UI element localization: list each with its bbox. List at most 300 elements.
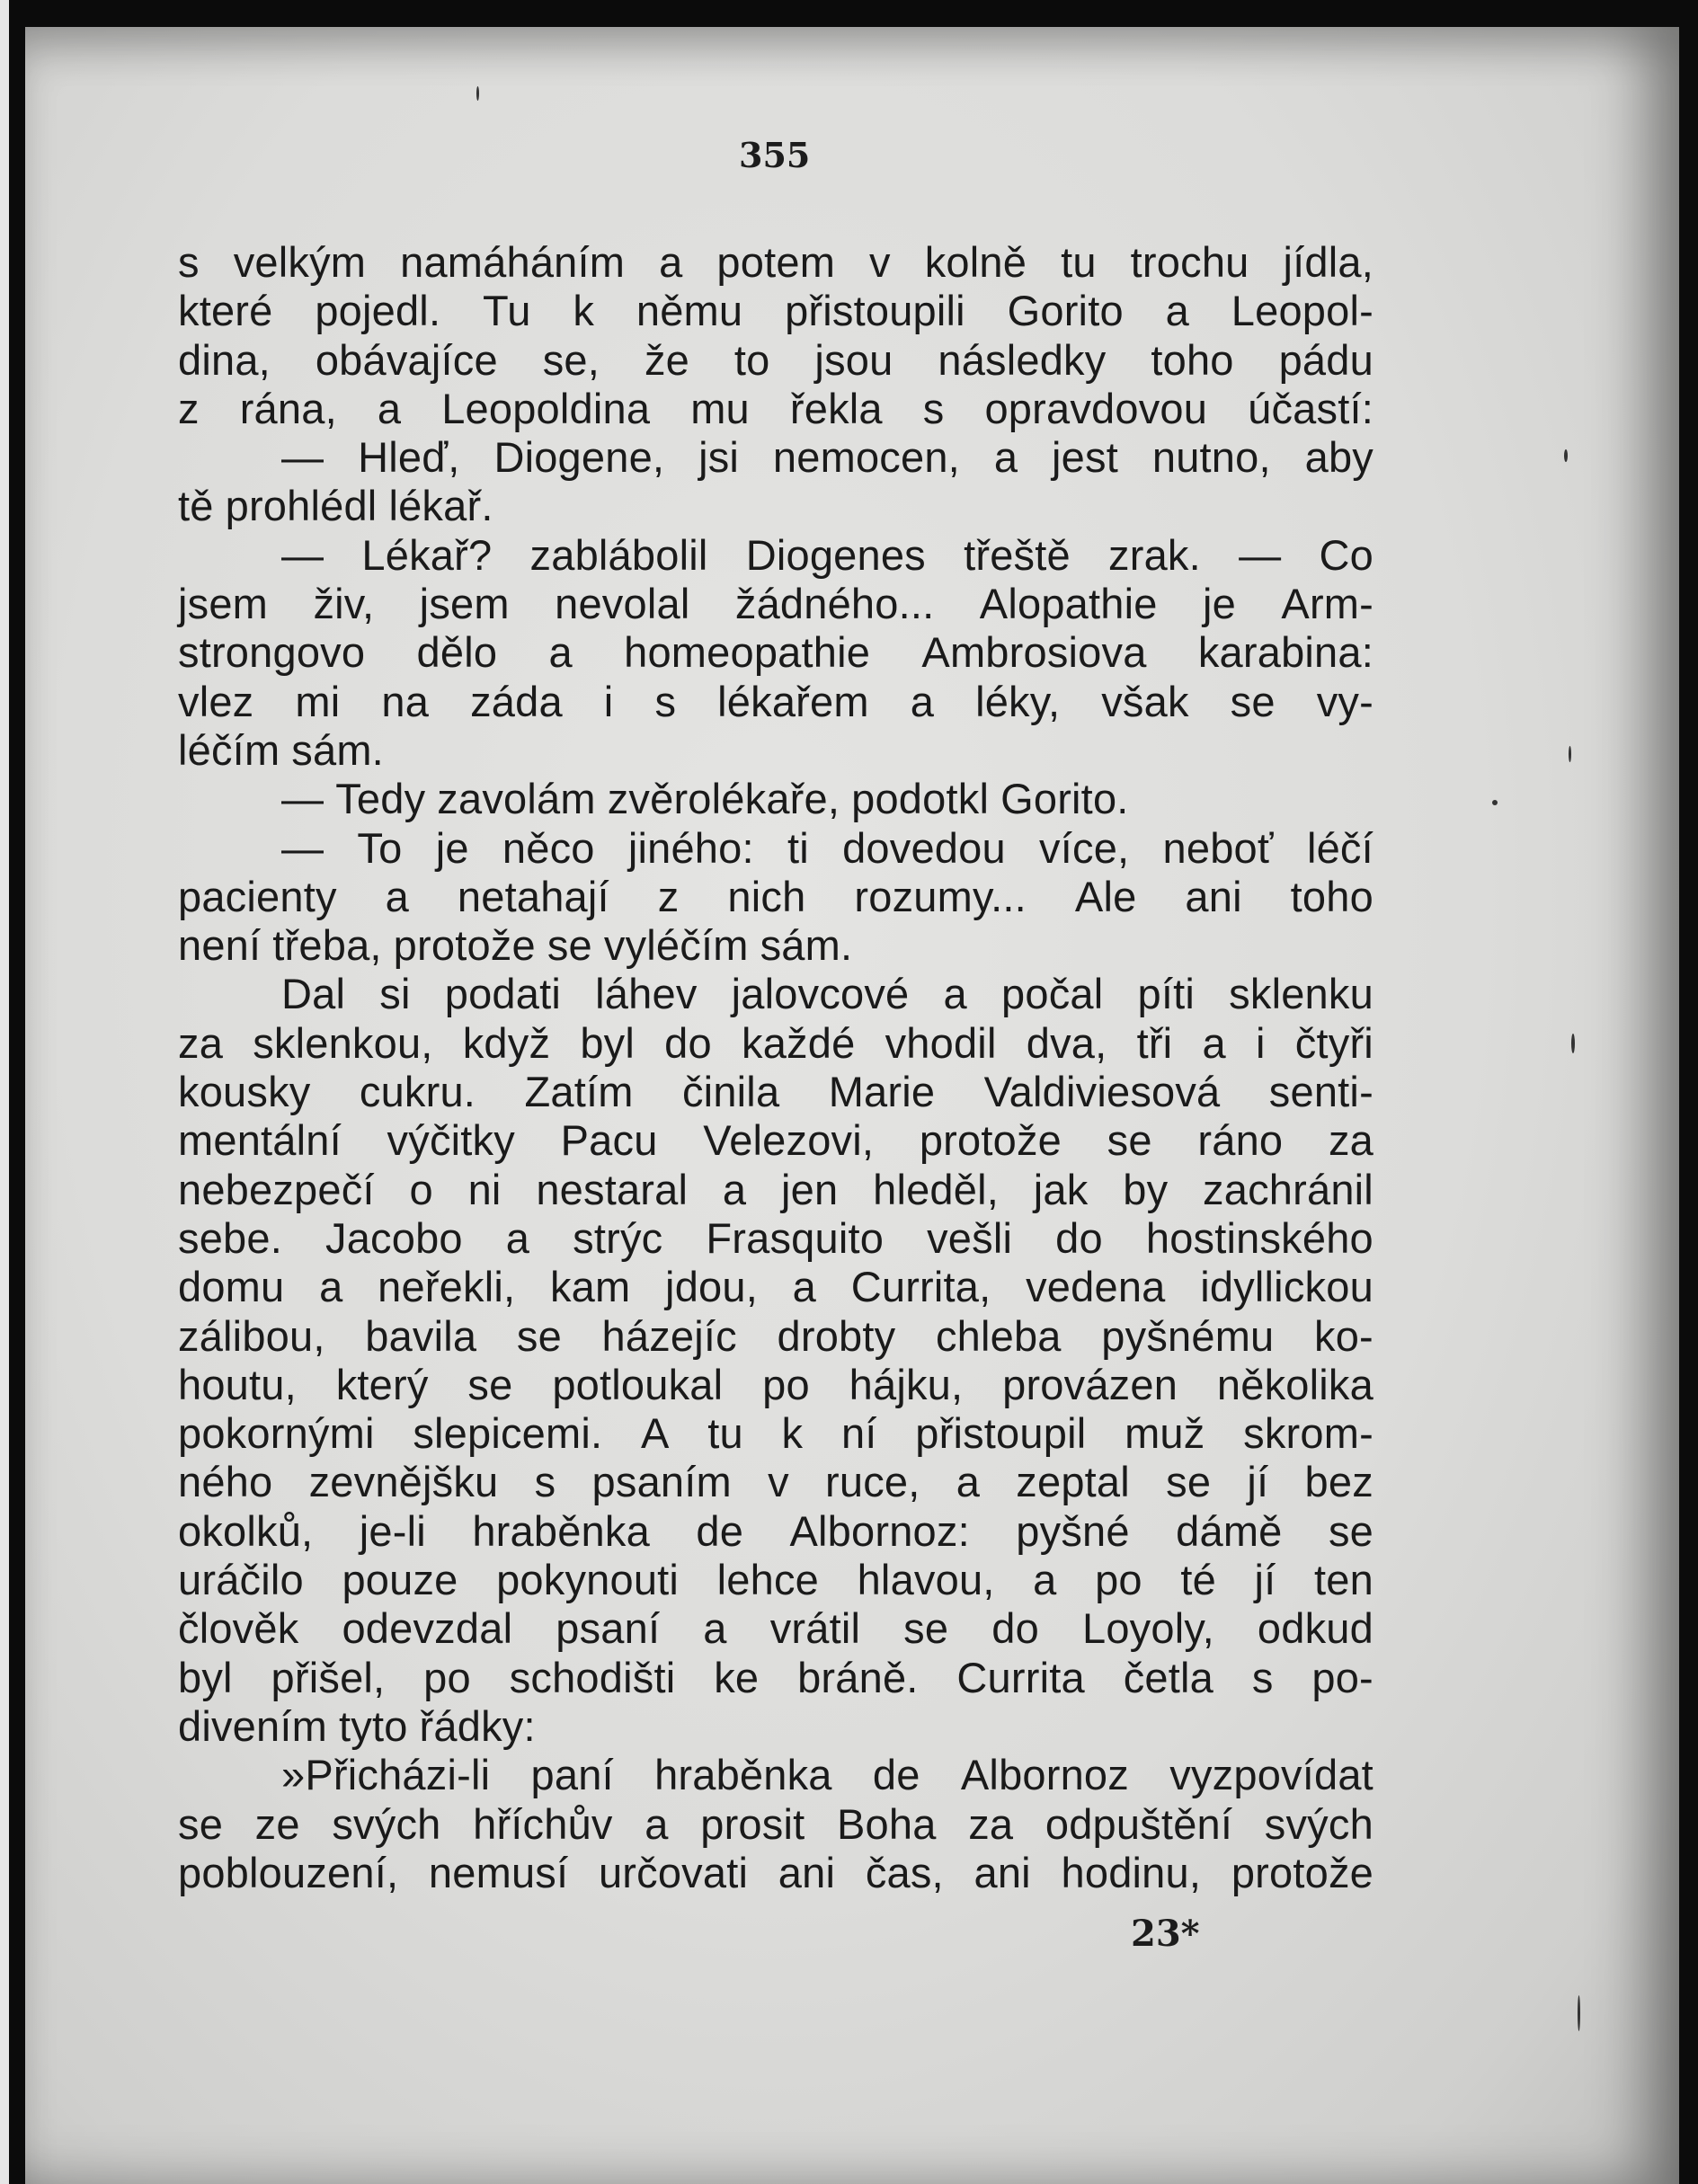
word: a [910, 677, 935, 725]
word: přistoupil [915, 1409, 1087, 1458]
word: to [733, 335, 770, 384]
word: a [505, 1213, 530, 1262]
word: a [377, 384, 402, 432]
text-line [178, 1361, 1374, 1409]
word: ze [254, 1799, 300, 1848]
word: Tedy [335, 775, 426, 823]
word: podotkl [851, 775, 990, 823]
word: svých [332, 1799, 441, 1848]
word: určovati [598, 1848, 749, 1896]
word: se [1107, 1116, 1152, 1165]
word: ni [467, 1165, 502, 1213]
text-line [178, 238, 1374, 287]
text-line [178, 531, 1374, 580]
word: které [178, 287, 273, 335]
word: řekla [789, 384, 883, 432]
word: k [573, 287, 595, 335]
scan-speck [1569, 746, 1571, 762]
word: karabina: [1197, 628, 1374, 677]
word: pouze [342, 1556, 458, 1604]
word: Lékař? [361, 530, 493, 579]
word: ani [778, 1848, 836, 1896]
word: z [178, 384, 200, 432]
text-line [178, 1019, 1374, 1068]
word: kolně [924, 238, 1027, 286]
word: na [381, 677, 430, 725]
word: jsi [698, 433, 740, 482]
word: strongovo [178, 628, 366, 677]
word: mi [295, 677, 341, 725]
word: po- [1311, 1653, 1374, 1701]
word: účastí: [1248, 384, 1374, 432]
word: Currita, [850, 1263, 991, 1311]
word: zablábolil [529, 530, 708, 579]
word: kousky [178, 1068, 311, 1116]
word: po [762, 1360, 810, 1408]
word: ko- [1314, 1311, 1374, 1360]
word: se [516, 1311, 562, 1360]
word: více, [1039, 823, 1130, 872]
word: nich [727, 872, 806, 920]
word: jdou, [665, 1263, 758, 1311]
word: něco [502, 823, 595, 872]
word: byl [580, 1018, 636, 1067]
word: zachránil [1203, 1165, 1374, 1213]
text-line [178, 1800, 1374, 1849]
word: hraběnka [472, 1506, 650, 1555]
word: pádu [1278, 335, 1374, 384]
word: dovedou [842, 823, 1006, 872]
word: a [1202, 1018, 1226, 1067]
word: Co [1319, 530, 1374, 579]
word: Jacobo [325, 1213, 463, 1262]
text-line [178, 336, 1374, 385]
word: jídla, [1283, 238, 1374, 286]
word: ke [714, 1653, 760, 1701]
word: pokornými [178, 1409, 375, 1458]
word: Albornoz: [789, 1506, 970, 1555]
word: vyléčím [603, 921, 749, 970]
word: je [1203, 580, 1236, 628]
word: je [435, 823, 469, 872]
word: senti- [1268, 1068, 1374, 1116]
word: — [1239, 530, 1282, 579]
word: i [603, 677, 614, 725]
word: hříchův [473, 1799, 613, 1848]
word: čtyři [1294, 1018, 1374, 1067]
word: Arm- [1281, 580, 1374, 628]
word: se [903, 1604, 949, 1653]
word: zvěrolékaře, [607, 775, 840, 823]
text-line [178, 873, 1374, 921]
word: odkud [1257, 1604, 1374, 1653]
word: hodinu, [1061, 1848, 1202, 1896]
word: nemocen, [772, 433, 960, 482]
signature-mark: 23* [1131, 1913, 1200, 1955]
word: ného [178, 1458, 273, 1506]
word: té [1180, 1556, 1216, 1604]
text-line [178, 1116, 1374, 1165]
text-line [178, 1507, 1374, 1556]
word: Albornoz [960, 1751, 1129, 1799]
word: toho [1151, 335, 1234, 384]
word: Valdiviesová [983, 1068, 1221, 1116]
word: a [722, 1165, 747, 1213]
word: i [1255, 1018, 1266, 1067]
word: — [281, 775, 324, 823]
word: a [548, 628, 573, 677]
word: z [657, 872, 680, 920]
word: ti [787, 823, 809, 872]
text-line [178, 1409, 1374, 1458]
word: a [703, 1604, 727, 1653]
text-line [178, 580, 1374, 628]
word: »Přicházi-li [281, 1751, 491, 1799]
word: přistoupili [785, 287, 965, 335]
word: dina, [178, 335, 271, 384]
word: vyzpovídat [1169, 1751, 1374, 1799]
word: vlez [178, 677, 254, 725]
word: houtu, [178, 1360, 297, 1408]
word: záda [470, 677, 563, 725]
word: že [644, 335, 689, 384]
word: vedena [1026, 1263, 1166, 1311]
word: neřekli, [378, 1263, 516, 1311]
word: nebezpečí [178, 1165, 375, 1213]
word: když [462, 1018, 551, 1067]
scan-speck [1564, 449, 1568, 462]
word: do [991, 1604, 1039, 1653]
word: lékař. [388, 482, 493, 530]
word: v [869, 238, 891, 286]
text-line [178, 1312, 1374, 1361]
word: idyllickou [1200, 1263, 1374, 1311]
word: následky [938, 335, 1107, 384]
word: s [922, 384, 945, 432]
word: prohlédl [225, 482, 378, 530]
word: vrátil [769, 1604, 861, 1653]
word: mentální [178, 1116, 342, 1165]
word: To [357, 823, 403, 872]
word: — [281, 433, 324, 482]
word: vhodil [885, 1018, 997, 1067]
word: lehce [716, 1556, 820, 1604]
word: do [1055, 1213, 1103, 1262]
word: přišel, [271, 1653, 386, 1701]
word: obávajíce [315, 335, 498, 384]
word: opravdovou [984, 384, 1208, 432]
word: hleděl, [873, 1165, 1000, 1213]
word: tři [1136, 1018, 1173, 1067]
scan-speck [1492, 800, 1498, 805]
word: ani [1185, 872, 1242, 920]
word: tu [707, 1409, 743, 1458]
word: Dal [281, 970, 346, 1018]
text-line [178, 433, 1374, 482]
word: ani [973, 1848, 1031, 1896]
word: léky, [975, 677, 1061, 725]
word: odevzdal [342, 1604, 513, 1653]
word: za [1328, 1116, 1374, 1165]
word: domu [178, 1263, 285, 1311]
word: se, [542, 335, 600, 384]
word: velkým [233, 238, 367, 286]
word: se [547, 921, 592, 970]
word: žádného... [734, 580, 935, 628]
word: nestaral [536, 1165, 689, 1213]
word: a [792, 1263, 817, 1311]
word: a [956, 1458, 981, 1506]
word: se [1166, 1458, 1212, 1506]
word: němu [636, 287, 743, 335]
word: uráčilo [178, 1556, 304, 1604]
word: Hleď, [358, 433, 460, 482]
word: vy- [1316, 677, 1374, 725]
word: s [534, 1458, 556, 1506]
text-line [178, 1068, 1374, 1116]
word: skrom- [1243, 1409, 1374, 1458]
word: za [178, 1018, 224, 1067]
text-line [178, 1654, 1374, 1702]
text-line [178, 1458, 1374, 1506]
word: je-li [359, 1506, 426, 1555]
word: Gorito [1007, 287, 1124, 335]
word: rána, [239, 384, 337, 432]
word: de [872, 1751, 920, 1799]
text-line [178, 482, 1374, 530]
word: poblouzení, [178, 1848, 399, 1896]
word: který [335, 1360, 429, 1408]
word: pacienty [178, 872, 337, 920]
word: rozumy... [854, 872, 1027, 920]
text-line [178, 1166, 1374, 1214]
word: čas, [865, 1848, 944, 1896]
word: dámě [1176, 1506, 1283, 1555]
word: nutno, [1151, 433, 1271, 482]
word: protože [1231, 1848, 1374, 1896]
word: a [659, 238, 683, 286]
word: píti [1137, 970, 1196, 1018]
word: a [1033, 1556, 1057, 1604]
word: jí [1247, 1458, 1269, 1506]
word: pojedl. [315, 287, 441, 335]
word: toho [1290, 872, 1374, 920]
word: Leopol- [1231, 287, 1374, 335]
word: Ale [1074, 872, 1137, 920]
word: zálibou, [178, 1311, 325, 1360]
word: Leopoldina [441, 384, 651, 432]
word: sklenku [1229, 970, 1374, 1018]
word: — [281, 530, 324, 579]
scan-edge [0, 0, 9, 2184]
word: lékařem [717, 677, 869, 725]
word: pyšné [1016, 1506, 1130, 1555]
word: jsem [419, 580, 510, 628]
word: Gorito. [1000, 775, 1129, 823]
word: homeopathie [624, 628, 871, 677]
word: namáháním [400, 238, 626, 286]
word: schodišti [509, 1653, 676, 1701]
word: podati [444, 970, 562, 1018]
word: potem [716, 238, 836, 286]
text-line [178, 287, 1374, 335]
scan-speck [1578, 1995, 1580, 2031]
scan-speck [1571, 1034, 1575, 1053]
word: v [768, 1458, 789, 1506]
word: do [664, 1018, 712, 1067]
word: prosit [700, 1799, 805, 1848]
word: si [379, 970, 411, 1018]
word: léčí [1306, 823, 1374, 872]
word: se [178, 1799, 224, 1848]
word: a [385, 872, 409, 920]
word: láhev [595, 970, 698, 1018]
word: hlavou, [857, 1556, 995, 1604]
text-line [178, 1702, 1374, 1751]
text-line [178, 970, 1374, 1018]
word: bez [1304, 1458, 1374, 1506]
word: kam [549, 1263, 631, 1311]
word: a [943, 970, 967, 1018]
word: — [281, 823, 324, 872]
scan-speck [476, 86, 479, 101]
word: odpuštění [1045, 1799, 1233, 1848]
word: Tu [483, 287, 531, 335]
word: sám. [760, 921, 853, 970]
text-line [178, 1604, 1374, 1653]
word: jsou [814, 335, 893, 384]
word: jsem [178, 580, 269, 628]
word: dělo [416, 628, 498, 677]
word: cukru. [359, 1068, 476, 1116]
text-line [178, 775, 1374, 823]
word: a [1165, 287, 1189, 335]
word: de [696, 1506, 744, 1555]
word: sebe. [178, 1213, 282, 1262]
word: Pacu [560, 1116, 658, 1165]
text-line [178, 1849, 1374, 1897]
word: paní [530, 1751, 614, 1799]
word: a [319, 1263, 343, 1311]
word: několika [1216, 1360, 1374, 1408]
word: netahají [457, 872, 609, 920]
word: protože [919, 1116, 1062, 1165]
word: s [178, 238, 200, 286]
text-line [178, 726, 1374, 775]
word: léčím [178, 725, 280, 774]
word: psaní [556, 1604, 661, 1653]
word: výčitky [387, 1116, 515, 1165]
word: trochu [1130, 238, 1249, 286]
word: Marie [828, 1068, 936, 1116]
word: živ, [313, 580, 375, 628]
text-line [178, 824, 1374, 873]
word: zeptal [1016, 1458, 1130, 1506]
word: jen [781, 1165, 839, 1213]
text-line [178, 921, 1374, 970]
word: tyto [338, 1701, 408, 1750]
word: však [1101, 677, 1189, 725]
word: by [1123, 1165, 1169, 1213]
word: hájku, [849, 1360, 964, 1408]
word: Velezovi, [703, 1116, 875, 1165]
word: o [409, 1165, 433, 1213]
word: Diogenes [745, 530, 926, 579]
word: se [467, 1360, 513, 1408]
text-line [178, 628, 1374, 677]
word: bavila [365, 1311, 477, 1360]
text-line [178, 1263, 1374, 1311]
word: protože [393, 921, 536, 970]
word: ráno [1197, 1116, 1284, 1165]
word: Alopathie [979, 580, 1158, 628]
word: zevnějšku [308, 1458, 499, 1506]
word: jiného: [627, 823, 754, 872]
word: za [968, 1799, 1014, 1848]
word: Ambrosiova [921, 628, 1147, 677]
word: jak [1033, 1165, 1089, 1213]
word: každé [742, 1018, 856, 1067]
text-line [178, 678, 1374, 726]
word: vešli [927, 1213, 1013, 1262]
word: aby [1304, 433, 1374, 482]
word: drobty [777, 1311, 896, 1360]
word: potloukal [552, 1360, 724, 1408]
word: řádky: [419, 1701, 536, 1750]
word: k [781, 1409, 804, 1458]
word: psaním [591, 1458, 732, 1506]
word: po [1095, 1556, 1142, 1604]
word: chleba [935, 1311, 1062, 1360]
word: slepicemi. [413, 1409, 603, 1458]
word: ruce, [825, 1458, 920, 1506]
word: hostinského [1145, 1213, 1374, 1262]
word: a [645, 1799, 669, 1848]
word: se [1328, 1506, 1374, 1555]
word: a [993, 433, 1018, 482]
text-line [178, 385, 1374, 433]
word: pokynouti [496, 1556, 680, 1604]
word: svých [1264, 1799, 1374, 1848]
word: se [1230, 677, 1276, 725]
word: zavolám [437, 775, 596, 823]
word: sklenkou, [253, 1018, 433, 1067]
word: počal [1001, 970, 1104, 1018]
word: A [640, 1409, 670, 1458]
word: neboť [1162, 823, 1274, 872]
word: byl [178, 1653, 233, 1701]
word: nevolal [555, 580, 690, 628]
word: po [423, 1653, 471, 1701]
word: s [1251, 1653, 1274, 1701]
word: zrak. [1108, 530, 1201, 579]
word: s [654, 677, 677, 725]
word: sám. [291, 725, 384, 774]
word: člověk [178, 1604, 299, 1653]
word: ten [1314, 1556, 1374, 1604]
word: třeště [964, 530, 1071, 579]
word: jalovcové [731, 970, 910, 1018]
word: není [178, 921, 262, 970]
word: muž [1125, 1409, 1205, 1458]
word: Boha [837, 1799, 937, 1848]
word: hraběnka [654, 1751, 832, 1799]
word: strýc [573, 1213, 663, 1262]
word: Loyoly, [1082, 1604, 1214, 1653]
word: okolků, [178, 1506, 314, 1555]
word: činila [681, 1068, 780, 1116]
word: Frasquito [706, 1213, 885, 1262]
